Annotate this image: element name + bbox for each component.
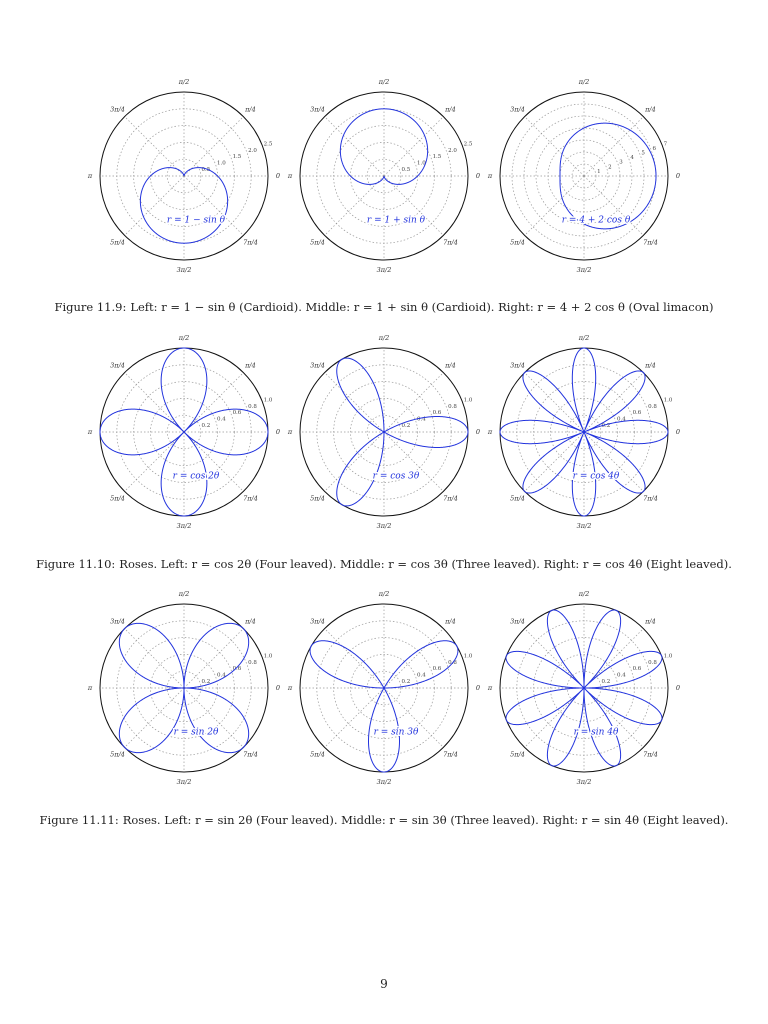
figure-label: Figure 11.9:: [54, 300, 127, 314]
radial-tick-label: 0.8: [448, 659, 457, 666]
angle-label: 7π/4: [643, 750, 658, 759]
radial-tick-label: 0.6: [232, 410, 242, 417]
angle-label: π/4: [645, 617, 656, 626]
angle-label: 3π/4: [110, 617, 125, 626]
angular-gridline: [325, 373, 384, 432]
angular-gridline: [184, 688, 243, 747]
angular-gridline: [584, 176, 643, 235]
radial-tick-label: 1.0: [663, 653, 673, 660]
angle-label: π/4: [445, 361, 456, 370]
radial-tick-label: 2.5: [263, 141, 273, 148]
polar-curve: [100, 348, 268, 516]
angular-gridline: [384, 117, 443, 176]
polar-plot: [87, 590, 280, 786]
angular-gridline: [325, 117, 384, 176]
figure-11-10-caption: [0, 557, 768, 571]
radial-tick-label: 1.0: [217, 160, 226, 167]
angular-gridline: [125, 373, 184, 432]
angle-label: 0: [275, 684, 281, 692]
angle-label: π/2: [178, 78, 190, 86]
angular-gridline: [125, 432, 184, 491]
radial-tick-label: 0.6: [632, 666, 642, 673]
equation-label: r = 1 + sin θ: [366, 215, 426, 226]
angle-label: π/4: [445, 617, 456, 626]
angle-label: 7π/4: [443, 750, 458, 759]
angle-label: π/4: [645, 105, 656, 114]
angle-label: 3π/4: [310, 105, 325, 114]
polar-plot: [487, 334, 680, 530]
radial-tick-label: 0.4: [217, 416, 226, 423]
equation-label: r = cos 2θ: [172, 471, 220, 482]
angle-label: 5π/4: [510, 238, 525, 247]
polar-plot: [287, 78, 480, 274]
radial-tick-label: 0.4: [617, 416, 626, 423]
polar-plot: [487, 78, 680, 274]
polar-plot: [287, 590, 480, 786]
angular-gridline: [525, 176, 584, 235]
radial-tick-label: 1: [597, 168, 601, 175]
radial-tick-label: 2: [608, 164, 612, 171]
radial-tick-label: 0.2: [201, 423, 211, 430]
angle-label: 3π/2: [376, 266, 392, 274]
angle-label: 7π/4: [243, 238, 258, 247]
angle-label: 3π/4: [110, 105, 125, 114]
angular-gridline: [384, 629, 443, 688]
angle-label: π: [287, 684, 293, 692]
angle-label: 3π/4: [510, 361, 525, 370]
angle-label: 7π/4: [243, 750, 258, 759]
angle-label: 5π/4: [110, 494, 125, 503]
radial-tick-label: 0.8: [648, 403, 657, 410]
angle-label: π: [87, 684, 93, 692]
angle-label: π: [87, 172, 93, 180]
radial-tick-label: 2.0: [448, 147, 457, 154]
angular-gridline: [125, 117, 184, 176]
angle-label: π/2: [378, 334, 390, 342]
figure-label: Figure 11.10:: [36, 557, 116, 571]
equation-label: r = 4 + 2 cos θ: [561, 215, 631, 226]
radial-tick-label: 4: [630, 155, 634, 162]
angle-label: 3π/4: [310, 617, 325, 626]
angle-label: 3π/2: [176, 266, 192, 274]
angle-label: 0: [275, 172, 281, 180]
angle-label: π/2: [578, 590, 590, 598]
polar-curve: [500, 348, 668, 516]
radial-tick-label: 1.0: [263, 653, 273, 660]
angular-gridline: [325, 176, 384, 235]
angle-label: 3π/2: [376, 522, 392, 530]
radial-tick-label: 0.2: [201, 679, 211, 686]
angular-gridline: [184, 432, 243, 491]
angle-label: 5π/4: [110, 238, 125, 247]
angular-gridline: [384, 432, 443, 491]
equation-label: r = cos 4θ: [572, 471, 620, 482]
figure-11-11-caption: [0, 813, 768, 827]
angular-gridline: [125, 688, 184, 747]
angle-label: π: [487, 428, 493, 436]
radial-tick-label: 0.6: [432, 410, 442, 417]
radial-tick-label: 0.5: [401, 167, 411, 174]
radial-tick-label: 1.5: [432, 154, 442, 161]
angle-label: π: [487, 684, 493, 692]
angle-label: 5π/4: [510, 750, 525, 759]
polar-plot: [87, 78, 280, 274]
angular-gridline: [384, 688, 443, 747]
angle-label: π: [487, 172, 493, 180]
angular-gridline: [384, 176, 443, 235]
polar-plot: [87, 334, 280, 530]
equation-label: r = sin 3θ: [373, 727, 419, 738]
angle-label: 0: [675, 428, 681, 436]
radial-tick-label: 1.5: [232, 154, 242, 161]
radial-tick-label: 6: [652, 145, 657, 152]
angle-label: π/4: [645, 361, 656, 370]
radial-tick-label: 0.5: [201, 167, 211, 174]
angle-label: 3π/2: [576, 522, 592, 530]
radial-tick-label: 0.2: [401, 423, 411, 430]
angle-label: π/2: [578, 334, 590, 342]
angle-label: 3π/4: [110, 361, 125, 370]
angle-label: 0: [475, 172, 481, 180]
angle-label: 5π/4: [310, 750, 325, 759]
radial-tick-label: 1.0: [663, 397, 673, 404]
angle-label: π: [287, 172, 293, 180]
angle-label: 7π/4: [443, 494, 458, 503]
angle-label: π: [287, 428, 293, 436]
caption-text: Roses. Left: r = cos 2θ (Four leaved). Middle: r = cos 3θ (Three leaved). Right: r = cos 4θ (Eight leaved).: [119, 557, 732, 571]
radial-tick-label: 0.2: [601, 679, 611, 686]
angle-label: π: [87, 428, 93, 436]
angular-gridline: [325, 432, 384, 491]
angle-label: π/4: [445, 105, 456, 114]
radial-tick-label: 0.8: [648, 659, 657, 666]
angle-label: 5π/4: [310, 238, 325, 247]
angle-label: π/4: [245, 105, 256, 114]
angular-gridline: [184, 117, 243, 176]
angle-label: 3π/4: [510, 105, 525, 114]
figure-11-9-caption: [0, 300, 768, 314]
angle-label: 0: [275, 428, 281, 436]
radial-tick-label: 1.0: [463, 397, 473, 404]
angle-label: 7π/4: [643, 238, 658, 247]
angular-gridline: [325, 688, 384, 747]
angular-gridline: [125, 629, 184, 688]
equation-label: r = cos 3θ: [372, 471, 420, 482]
angle-label: 7π/4: [243, 494, 258, 503]
angular-gridline: [384, 373, 443, 432]
angle-label: 0: [675, 684, 681, 692]
radial-tick-label: 0.6: [632, 410, 642, 417]
radial-tick-label: 7: [663, 141, 668, 148]
radial-tick-label: 0.6: [432, 666, 442, 673]
angular-gridline: [125, 176, 184, 235]
angular-gridline: [184, 176, 243, 235]
figure-label: Figure 11.11:: [39, 813, 119, 827]
angle-label: 3π/4: [510, 617, 525, 626]
radial-tick-label: 0.8: [248, 403, 257, 410]
angle-label: 3π/2: [576, 266, 592, 274]
radial-tick-label: 1.0: [463, 653, 473, 660]
angle-label: π/2: [378, 78, 390, 86]
angular-gridline: [184, 629, 243, 688]
radial-tick-label: 3: [619, 159, 623, 166]
radial-tick-label: 5: [641, 150, 645, 157]
angle-label: 3π/2: [576, 778, 592, 786]
angular-gridline: [184, 373, 243, 432]
angle-label: π/4: [245, 361, 256, 370]
angle-label: 0: [475, 684, 481, 692]
radial-tick-label: 0.4: [417, 416, 426, 423]
caption-text: Left: r = 1 − sin θ (Cardioid). Middle: r = 1 + sin θ (Cardioid). Right: r = 4 + 2 cos θ (Oval limacon): [130, 300, 714, 314]
equation-label: r = sin 2θ: [173, 727, 219, 738]
angle-label: 5π/4: [510, 494, 525, 503]
angle-label: 7π/4: [643, 494, 658, 503]
angle-label: 0: [475, 428, 481, 436]
radial-tick-label: 0.2: [401, 679, 411, 686]
angle-label: 7π/4: [443, 238, 458, 247]
polar-plot: [487, 590, 680, 786]
angle-label: 3π/2: [376, 778, 392, 786]
radial-tick-label: 1.0: [263, 397, 273, 404]
equation-label: r = 1 − sin θ: [166, 215, 226, 226]
caption-text: Roses. Left: r = sin 2θ (Four leaved). Middle: r = sin 3θ (Three leaved). Right: r = sin 4θ (Eight leaved).: [122, 813, 729, 827]
angle-label: π/2: [578, 78, 590, 86]
angle-label: π/2: [178, 590, 190, 598]
angle-label: 0: [675, 172, 681, 180]
radial-tick-label: 0.8: [248, 659, 257, 666]
angle-label: 5π/4: [310, 494, 325, 503]
angular-gridline: [325, 629, 384, 688]
angle-label: 5π/4: [110, 750, 125, 759]
radial-tick-label: 2.5: [463, 141, 473, 148]
radial-tick-label: 0.2: [601, 423, 611, 430]
angular-gridline: [525, 117, 584, 176]
radial-tick-label: 0.4: [417, 672, 426, 679]
angular-gridline: [584, 117, 643, 176]
angle-label: 3π/2: [176, 522, 192, 530]
radial-tick-label: 0.4: [617, 672, 626, 679]
angle-label: π/4: [245, 617, 256, 626]
equation-label: r = sin 4θ: [573, 727, 619, 738]
angle-label: 3π/4: [310, 361, 325, 370]
radial-tick-label: 1.0: [417, 160, 426, 167]
radial-tick-label: 0.6: [232, 666, 242, 673]
radial-tick-label: 2.0: [248, 147, 257, 154]
angle-label: π/2: [178, 334, 190, 342]
angle-label: 3π/2: [176, 778, 192, 786]
page-number: 9: [380, 977, 388, 991]
polar-plot: [287, 334, 480, 530]
angle-label: π/2: [378, 590, 390, 598]
radial-tick-label: 0.4: [217, 672, 226, 679]
radial-tick-label: 0.8: [448, 403, 457, 410]
